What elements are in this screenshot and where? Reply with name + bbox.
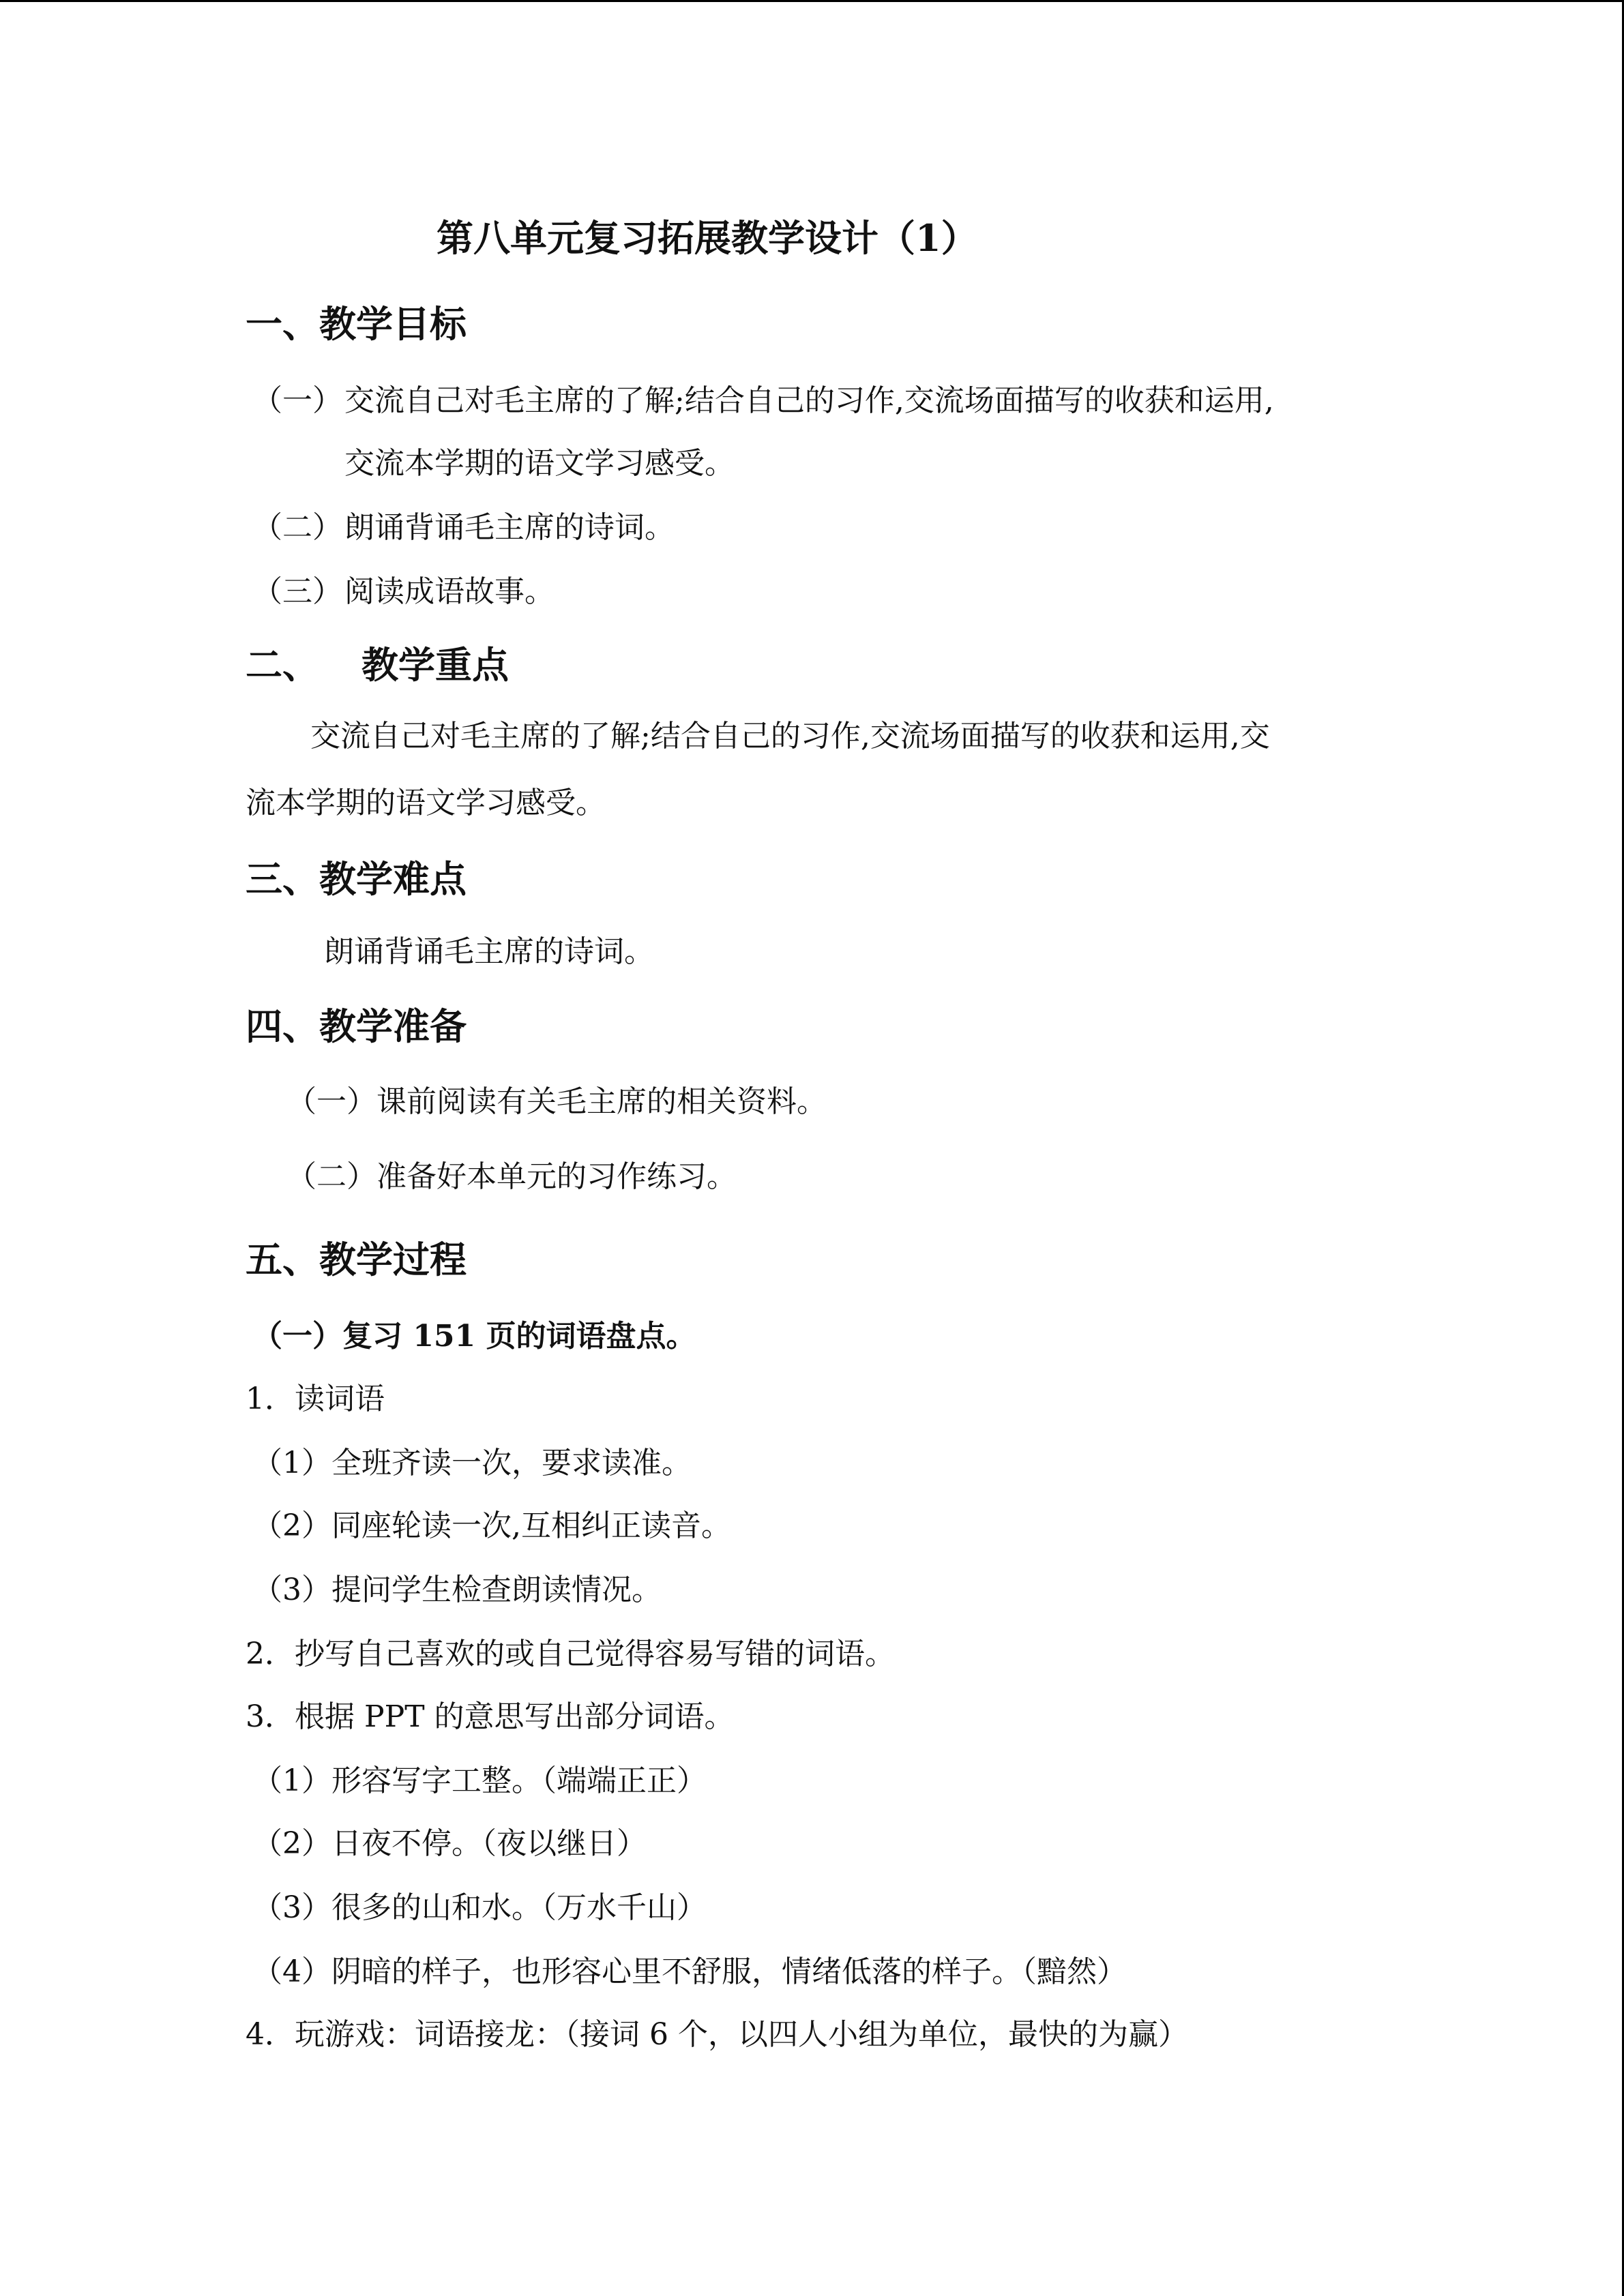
key-points-line-2: 流本学期的语文学习感受。 — [246, 786, 606, 820]
objective-marker-2: （二） — [252, 510, 342, 545]
difficulties-text: 朗诵背诵毛主席的诗词。 — [324, 934, 654, 969]
process-line-9: （3）很多的山和水。（万水千山） — [252, 1890, 707, 1925]
process-line-1: 1．读词语 — [246, 1382, 385, 1416]
objective-text-1: 交流自己对毛主席的了解;结合自己的习作,交流场面描写的收获和运用, — [344, 383, 1274, 418]
objective-text-3: 阅读成语故事。 — [344, 574, 555, 609]
section-heading-objectives: 一、教学目标 — [246, 302, 467, 346]
process-line-8: （2）日夜不停。（夜以继日） — [252, 1826, 647, 1861]
process-line-5: 2．抄写自己喜欢的或自己觉得容易写错的词语。 — [246, 1637, 895, 1671]
process-line-2: （1）全班齐读一次，要求读准。 — [252, 1446, 692, 1480]
document-title: 第八单元复习拓展教学设计（1） — [437, 216, 978, 260]
preparation-item-2: （二）准备好本单元的习作练习。 — [286, 1159, 737, 1194]
section-heading-difficulties: 三、教学难点 — [246, 857, 467, 901]
objective-marker-3: （三） — [252, 574, 342, 609]
process-subheading-1: （一）复习 151 页的词语盘点。 — [252, 1319, 696, 1354]
process-line-11: 4．玩游戏：词语接龙：（接词 6 个，以四人小组为单位，最快的为赢） — [246, 2017, 1188, 2052]
page-top-border — [0, 0, 1624, 2]
objective-marker-1: （一） — [252, 383, 342, 418]
section-number-key-points: 二、 — [246, 643, 319, 687]
objective-text-1-continued: 交流本学期的语文学习感受。 — [344, 446, 735, 481]
objective-text-2: 朗诵背诵毛主席的诗词。 — [344, 510, 675, 545]
process-line-4: （3）提问学生检查朗读情况。 — [252, 1572, 662, 1607]
process-line-10: （4）阴暗的样子，也形容心里不舒服，情绪低落的样子。（黯然） — [252, 1954, 1127, 1989]
preparation-item-1: （一）课前阅读有关毛主席的相关资料。 — [286, 1084, 827, 1119]
section-heading-process: 五、教学过程 — [246, 1238, 467, 1281]
process-line-6: 3．根据 PPT 的意思写出部分词语。 — [246, 1699, 735, 1734]
process-line-7: （1）形容写字工整。（端端正正） — [252, 1763, 707, 1798]
process-line-3: （2）同座轮读一次,互相纠正读音。 — [252, 1508, 731, 1543]
key-points-line-1: 交流自己对毛主席的了解;结合自己的习作,交流场面描写的收获和运用,交 — [310, 719, 1270, 754]
section-heading-key-points: 教学重点 — [361, 643, 509, 687]
section-heading-preparation: 四、教学准备 — [246, 1004, 467, 1048]
